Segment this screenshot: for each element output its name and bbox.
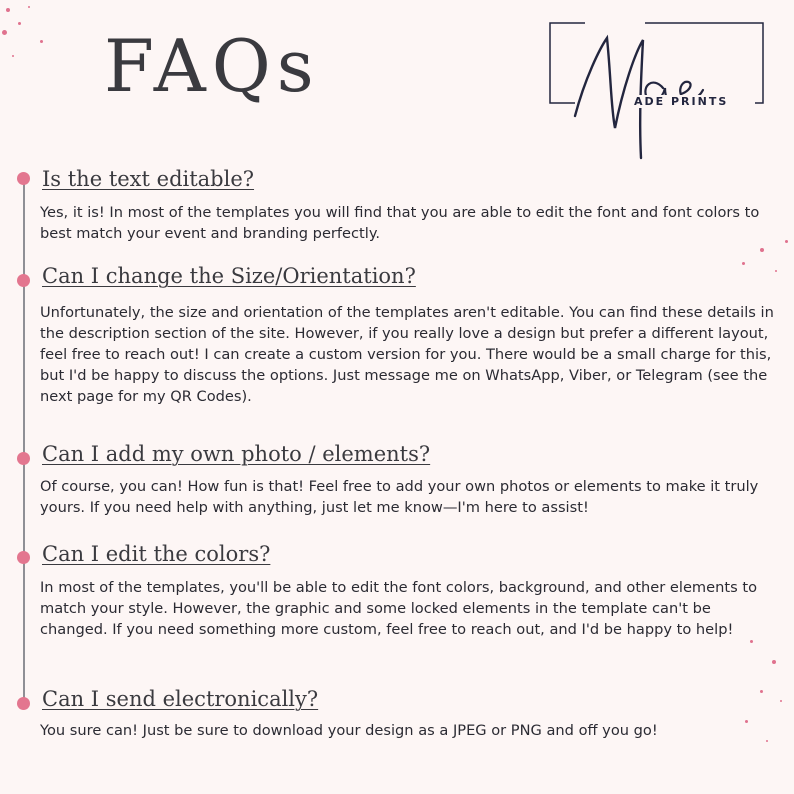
faq-answer: In most of the templates, you'll be able to edit the font colors, background, and other elements to match your style. However, the graphic and some locked elements in the template can't be changed. If you need something more custom, feel free to reach out, and I'd be happy to help! bbox=[40, 579, 757, 638]
timeline-dot bbox=[17, 274, 30, 287]
faq-answer: You sure can! Just be sure to download your design as a JPEG or PNG and off you go! bbox=[40, 722, 658, 739]
logo-mark bbox=[545, 18, 769, 163]
timeline-dot bbox=[17, 551, 30, 564]
faq-question: Can I add my own photo / elements? bbox=[42, 442, 431, 466]
faq-question: Can I send electronically? bbox=[42, 687, 319, 711]
timeline-line bbox=[23, 182, 25, 704]
timeline-dot bbox=[17, 697, 30, 710]
faq-question: Is the text editable? bbox=[42, 167, 255, 191]
timeline-dot bbox=[17, 172, 30, 185]
faq-answer: Yes, it is! In most of the templates you will find that you are able to edit the font and font colors to best match your event and branding perfectly. bbox=[40, 204, 760, 242]
page-title: FAQs bbox=[104, 24, 320, 108]
faq-question: Can I edit the colors? bbox=[42, 542, 271, 566]
faq-answer: Of course, you can! How fun is that! Feel free to add your own photos or elements to make it truly yours. If you need help with anything, just let me know—I'm here to assist! bbox=[40, 478, 759, 516]
timeline-dot bbox=[17, 452, 30, 465]
logo-subtext: ADE PRINTS bbox=[630, 95, 732, 108]
faq-question: Can I change the Size/Orientation? bbox=[42, 264, 416, 288]
faq-answer: Unfortunately, the size and orientation of the templates aren't editable. You can find these details in the description section of the site. However, if you really love a design but prefer a different layout, feel free to reach out! I can create a custom version for you. There would be a small charge for this, but I'd be happy to discuss the options. Just message me on WhatsApp, Viber, or Telegram (see the next page for my QR Codes). bbox=[40, 304, 774, 405]
